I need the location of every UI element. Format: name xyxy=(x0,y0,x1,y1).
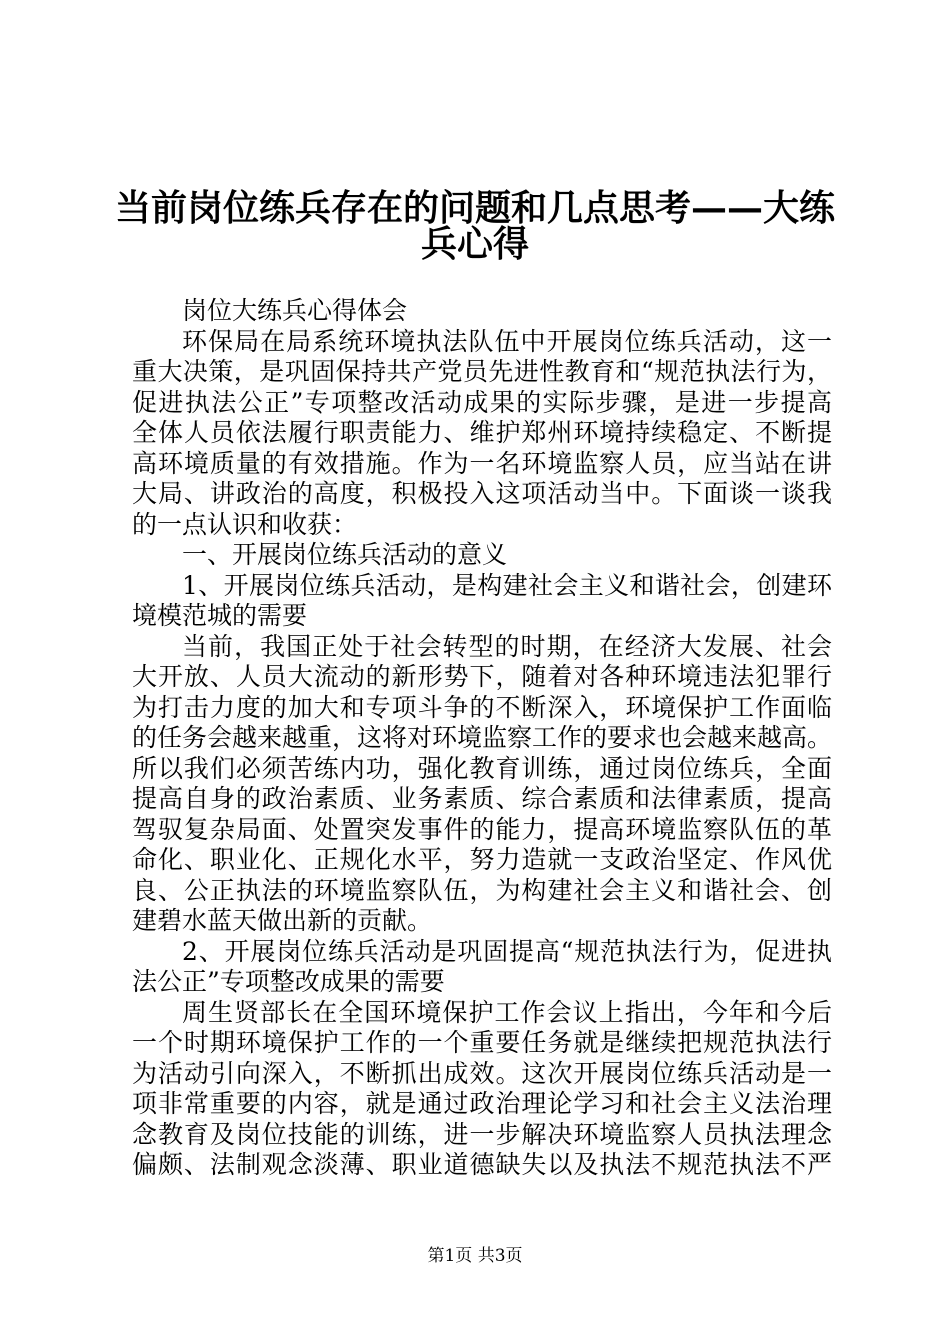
text-line: 法公正”专项整改成果的需要 xyxy=(132,967,445,996)
text-line: 重大决策，是巩固保持共产党员先进性教育和“规范执法行为， xyxy=(132,357,832,386)
text-line: 当前，我国正处于社会转型的时期，在经济大发展、社会 xyxy=(182,631,832,661)
text-line: 全体人员依法履行职责能力、维护郑州环境持续稳定、不断提 xyxy=(132,418,832,447)
text-line: 项非常重要的内容，就是通过政治理论学习和社会主义法治理 xyxy=(132,1089,832,1118)
text-line: 为活动引向深入，不断抓出成效。这次开展岗位练兵活动是一 xyxy=(132,1058,832,1088)
page-footer: 第1页 共3页 xyxy=(427,1246,523,1266)
text-line: 偏颇、法制观念淡薄、职业道德缺失以及执法不规范执法不严 xyxy=(132,1150,832,1179)
text-line: 高环境质量的有效措施。作为一名环境监察人员，应当站在讲 xyxy=(132,448,832,478)
text-line: 大局、讲政治的高度，积极投入这项活动当中。下面谈一谈我 xyxy=(132,479,832,508)
document-body xyxy=(132,296,832,1181)
text-line: 提高自身的政治素质、业务素质、综合素质和法律素质，提高 xyxy=(132,784,832,813)
text-line: 的任务会越来越重，这将对环境监察工作的要求也会越来越高。 xyxy=(132,723,833,752)
text-line: 为打击力度的加大和专项斗争的不断深入，环境保护工作面临 xyxy=(132,692,832,722)
text-line: 命化、职业化、正规化水平，努力造就一支政治坚定、作风优 xyxy=(132,845,832,874)
text-line: 一、开展岗位练兵活动的意义 xyxy=(182,540,508,569)
text-line: 良、公正执法的环境监察队伍，为构建社会主义和谐社会、创 xyxy=(132,875,832,905)
text-line: 岗位大练兵心得体会 xyxy=(182,296,408,325)
text-line: 环保局在局系统环境执法队伍中开展岗位练兵活动，这一 xyxy=(182,326,832,356)
text-line: 所以我们必须苦练内功，强化教育训练，通过岗位练兵，全面 xyxy=(132,753,832,783)
text-line: 建碧水蓝天做出新的贡献。 xyxy=(132,906,433,935)
text-line: 念教育及岗位技能的训练，进一步解决环境监察人员执法理念 xyxy=(132,1119,832,1149)
document-title-line-1: 当前岗位练兵存在的问题和几点思考——大练 xyxy=(114,187,835,229)
text-line: 一个时期环境保护工作的一个重要任务就是继续把规范执法行 xyxy=(132,1028,832,1057)
document-title-line-2: 兵心得 xyxy=(420,223,529,265)
text-line: 境模范城的需要 xyxy=(132,601,308,630)
text-line: 周生贤部长在全国环境保护工作会议上指出，今年和今后 xyxy=(182,997,832,1027)
text-line: 1、开展岗位练兵活动，是构建社会主义和谐社会，创建环 xyxy=(182,570,832,600)
text-line: 驾驭复杂局面、处置突发事件的能力，提高环境监察队伍的革 xyxy=(132,814,832,844)
text-line: 促进执法公正”专项整改活动成果的实际步骤，是进一步提高 xyxy=(132,387,832,417)
text-line: 大开放、人员大流动的新形势下，随着对各种环境违法犯罪行 xyxy=(132,662,832,691)
text-line: 2、开展岗位练兵活动是巩固提高“规范执法行为，促进执 xyxy=(182,936,832,966)
text-line: 的一点认识和收获： xyxy=(132,509,358,539)
